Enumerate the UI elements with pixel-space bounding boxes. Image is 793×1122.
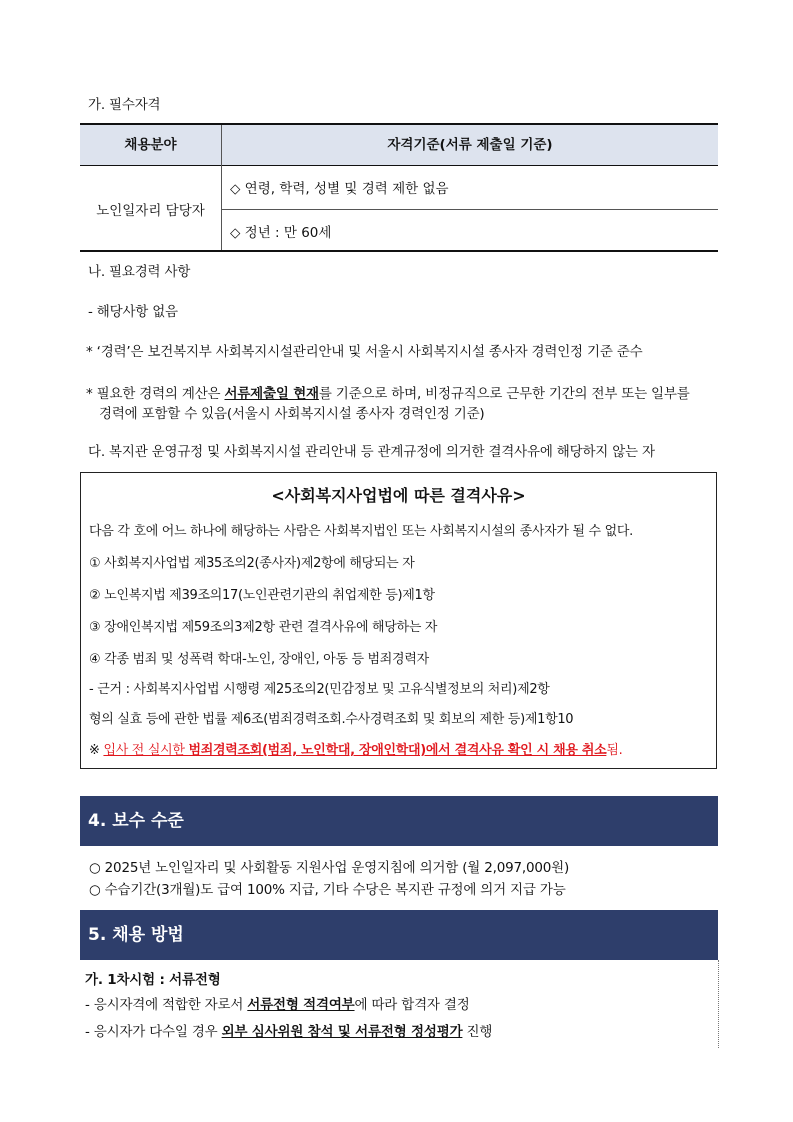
table-criteria-cell-2: ◇ 정년 : 만 60세 xyxy=(230,225,332,241)
table-header-criteria: 자격기준(서류 제출일 기준) xyxy=(387,137,553,153)
warning-text-b: 범죄경력조회(범죄, 노인학대, 장애인학대)에서 결격사유 확인 시 채용 취소 xyxy=(188,743,607,758)
section-c-title: 다. 복지관 운영규정 및 사회복지시설 관리안내 등 관계규정에 의거한 결격사유에 해당하지 않는 자 xyxy=(88,444,655,460)
screening-line-1-b: 서류전형 적격여부 xyxy=(247,997,355,1013)
section-4-header: 4. 보수 수준 xyxy=(80,796,718,846)
note-career-standard: * ‘경력’은 보건복지부 사회복지시설관리안내 및 서울시 사회복지시설 종사자 경력인정 기준 준수 xyxy=(86,344,643,360)
note-career-calc-prefix: * 필요한 경력의 계산은 xyxy=(86,386,225,402)
screening-line-1-c: 에 따라 합격자 결정 xyxy=(354,997,470,1013)
disqualification-box xyxy=(80,472,717,769)
table-criteria-cell-1: ◇ 연령, 학력, 성별 및 경력 제한 없음 xyxy=(230,181,449,197)
table-row-divider xyxy=(222,209,718,210)
screening-line-2-b: 외부 심사위원 참석 및 서류전형 정성평가 xyxy=(221,1024,463,1040)
table-field-cell: 노인일자리 담당자 xyxy=(96,203,205,219)
screening-line-2-c: 진행 xyxy=(462,1024,493,1040)
warning-text-c: 됨. xyxy=(606,743,623,758)
table-column-divider xyxy=(221,125,222,252)
screening-line-2 xyxy=(85,1020,492,1040)
table-header-field: 채용분야 xyxy=(124,137,177,153)
salary-line-1: ○ 2025년 노인일자리 및 사회활동 지원사업 운영지침에 의거함 (월 2,097,000원) xyxy=(89,860,570,876)
screening-line-2-a: - 응시자가 다수일 경우 xyxy=(85,1024,222,1040)
disqualification-basis-2: 형의 실효 등에 관한 법률 제6조(범죄경력조회.수사경력조회 및 회보의 제한 등)제1항10 xyxy=(89,712,574,727)
section-b-title: 나. 필요경력 사항 xyxy=(88,264,191,280)
disqualification-intro: 다음 각 호에 어느 하나에 해당하는 사람은 사회복지법인 또는 사회복지시설의 종사자가 될 수 없다. xyxy=(89,524,633,539)
note-career-calc xyxy=(86,384,690,404)
disqualification-basis-1: - 근거 : 사회복지사업법 시행령 제25조의2(민감정보 및 고유식별정보의 처리)제2항 xyxy=(89,682,550,697)
warning-text-a: 입사 전 실시한 xyxy=(103,743,189,758)
disqualification-title: <사회복지사업법에 따른 결격사유> xyxy=(271,486,526,505)
disqualification-item-3: ③ 장애인복지법 제59조의3제2항 관련 결격사유에 해당하는 자 xyxy=(89,620,438,635)
no-item-text: - 해당사항 없음 xyxy=(88,304,178,320)
note-career-calc-suffix: 를 기준으로 하며, 비정규직으로 근무한 기간의 전부 또는 일부를 xyxy=(318,386,690,402)
table-bottom-border xyxy=(80,250,718,252)
screening-line-1-a: - 응시자격에 적합한 자로서 xyxy=(85,997,248,1013)
note-career-calc-highlight: 서류제출일 현재 xyxy=(224,386,319,402)
section-5-header: 5. 채용 방법 xyxy=(80,910,718,960)
screening-line-1 xyxy=(85,993,470,1013)
qualification-table xyxy=(80,123,718,252)
warning-mark: ※ xyxy=(89,743,104,758)
disqualification-warning xyxy=(89,739,622,758)
section-a-title: 가. 필수자격 xyxy=(88,97,161,113)
dotted-border xyxy=(718,960,719,1048)
disqualification-item-2: ② 노인복지법 제39조의17(노인관련기관의 취업제한 등)제1항 xyxy=(89,588,435,603)
disqualification-item-4: ④ 각종 범죄 및 성폭력 학대-노인, 장애인, 아동 등 범죄경력자 xyxy=(89,652,429,667)
section-5-sub-title: 가. 1차시험 : 서류전형 xyxy=(85,972,221,988)
note-career-calc-line2: 경력에 포함할 수 있음(서울시 사회복지시설 종사자 경력인정 기준) xyxy=(99,406,485,422)
salary-line-2: ○ 수습기간(3개월)도 급여 100% 지급, 기타 수당은 복지관 규정에 의거 지급 가능 xyxy=(89,882,566,898)
disqualification-item-1: ① 사회복지사업법 제35조의2(종사자)제2항에 해당되는 자 xyxy=(89,556,415,571)
